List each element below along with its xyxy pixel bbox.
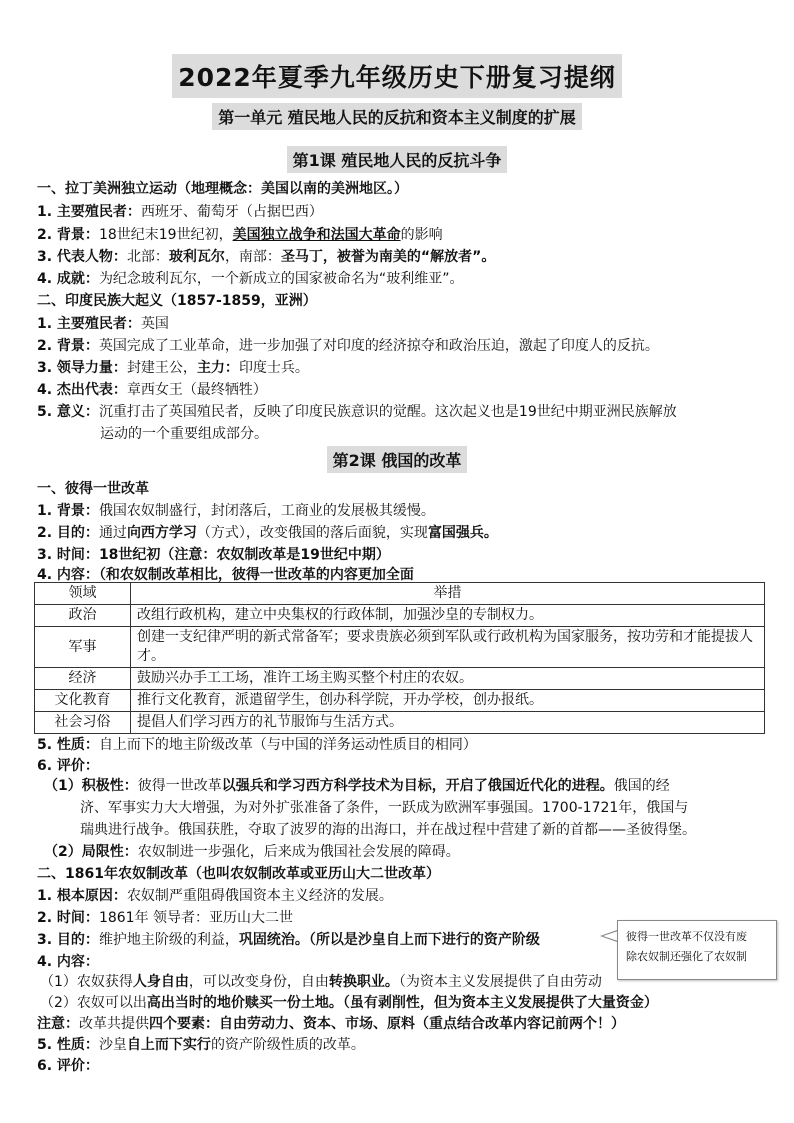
table-cell-measure: 鼓励兴办手工工场，准许工场主购买整个村庄的农奴。 (131, 668, 765, 690)
table-row (35, 627, 765, 668)
table-row (35, 712, 765, 734)
lesson2-item11: 5. 性质：沙皇自上而下实行的资产阶级性质的改革。 (37, 1037, 365, 1053)
comment-pointer-inner (603, 931, 618, 941)
content-point2: （2）农奴可以出高出当时的地价赎买一份土地。（虽有剥削性，但为资本主义发展提供了大量资金） (40, 995, 658, 1011)
lesson2-item10: 4. 内容： (37, 954, 99, 970)
lesson2-item12: 6. 评价： (37, 1058, 99, 1074)
unit-title: 第一单元 殖民地人民的反抗和资本主义制度的扩展 (0, 103, 794, 130)
lesson2-item3: 3. 时间：18世纪初（注意：农奴制改革是19世纪中期） (37, 547, 390, 563)
lesson1-item6: 2. 背景：英国完成了工业革命，进一步加强了对印度的经济掠夺和政治压迫，激起了印度人的反抗。 (37, 338, 659, 354)
lesson1-item3: 3. 代表人物：北部：玻利瓦尔，南部：圣马丁，被誉为南美的“解放者”。 (37, 249, 496, 265)
lesson2-section1-heading: 一、彼得一世改革 (37, 481, 149, 497)
lesson2-item6: 6. 评价： (37, 758, 99, 774)
note-line: 注意：改革共提供四个要素：自由劳动力、资本、市场、原料（重点结合改革内容记前两个！） (37, 1016, 625, 1032)
lesson2-section2-heading: 二、1861年农奴制改革（也叫农奴制改革或亚历山大二世改革） (37, 866, 440, 882)
lesson2-item2: 2. 目的：通过向西方学习（方式），改变俄国的落后面貌，实现富国强兵。 (37, 525, 498, 541)
lesson2-item9: 3. 目的：维护地主阶级的利益，巩固统治。（所以是沙皇自上而下进行的资产阶级 (37, 932, 540, 948)
comment-line2: 除农奴制还强化了农奴制 (626, 950, 747, 963)
lesson2-item7: 1. 根本原因：农奴制严重阻碍俄国资本主义经济的发展。 (37, 888, 393, 904)
lesson2-item4: 4. 内容：（和农奴制改革相比，彼得一世改革的内容更加全面 (37, 567, 414, 583)
lesson1-item9-cont: 运动的一个重要组成部分。 (100, 426, 268, 442)
lesson2-item1: 1. 背景：俄国农奴制盛行，封闭落后，工商业的发展极其缓慢。 (37, 503, 435, 519)
comment-bubble[interactable] (617, 920, 777, 980)
eval-positive-cont2: 瑞典进行战争。俄国获胜，夺取了波罗的海的出海口，并在战过程中营建了新的首都——圣彼得堡。 (80, 822, 696, 838)
comment-line1: 彼得一世改革不仅没有废 (626, 930, 747, 943)
lesson1-item2: 2. 背景：18世纪末19世纪初，美国独立战争和法国大革命的影响 (37, 227, 443, 243)
table-row (35, 605, 765, 627)
lesson1-item8: 4. 杰出代表：章西女王（最终牺牲） (37, 382, 267, 398)
lesson1-item1: 1. 主要殖民者：西班牙、葡萄牙（占据巴西） (37, 204, 323, 220)
table-cell-measure: 推行文化教育，派遣留学生，创办科学院，开办学校，创办报纸。 (131, 690, 765, 712)
table-cell-field: 政治 (35, 605, 131, 627)
reform-table (34, 582, 765, 734)
eval-positive-cont1: 济、军事实力大大增强，为对外扩张准备了条件，一跃成为欧洲军事强国。1700-1721年，俄国与 (80, 800, 689, 816)
table-cell-field: 文化教育 (35, 690, 131, 712)
table-cell-measure: 创建一支纪律严明的新式常备军；要求贵族必须到军队或行政机构为国家服务，按功劳和才能提拔人才。 (131, 627, 765, 668)
table-cell-field: 军事 (35, 627, 131, 668)
lesson2-item8: 2. 时间：1861年 领导者：亚历山大二世 (37, 910, 294, 926)
lesson1-title: 第1课 殖民地人民的反抗斗争 (0, 146, 794, 173)
table-row (35, 690, 765, 712)
table-cell-field: 社会习俗 (35, 712, 131, 734)
lesson2-title: 第2课 俄国的改革 (0, 446, 794, 473)
eval-limitation: （2）局限性：农奴制进一步强化，后来成为俄国社会发展的障碍。 (44, 844, 460, 860)
document-title: 2022年夏季九年级历史下册复习提纲 (0, 54, 794, 98)
table-header-field: 领域 (35, 583, 131, 605)
table-cell-field: 经济 (35, 668, 131, 690)
table-cell-measure: 改组行政机构，建立中央集权的行政体制，加强沙皇的专制权力。 (131, 605, 765, 627)
lesson1-item4: 4. 成就：为纪念玻利瓦尔，一个新成立的国家被命名为“玻利维亚”。 (37, 271, 464, 287)
table-cell-measure: 提倡人们学习西方的礼节服饰与生活方式。 (131, 712, 765, 734)
lesson1-item9: 5. 意义：沉重打击了英国殖民者，反映了印度民族意识的觉醒。这次起义也是19世纪中期亚洲民族解放 (37, 404, 677, 420)
content-point1: （1）农奴获得人身自由，可以改变身份，自由转换职业。（为资本主义发展提供了自由劳动 (40, 974, 602, 990)
lesson1-item5: 1. 主要殖民者：英国 (37, 316, 169, 332)
table-header-row (35, 583, 765, 605)
eval-positive: （1）积极性：彼得一世改革以强兵和学习西方科学技术为目标，开启了俄国近代化的进程。俄国的经 (44, 778, 670, 794)
table-row (35, 668, 765, 690)
lesson1-section1-heading: 一、拉丁美洲独立运动（地理概念：美国以南的美洲地区。） (37, 181, 408, 197)
table-header-measure: 举措 (131, 583, 765, 605)
lesson2-item5: 5. 性质：自上而下的地主阶级改革（与中国的洋务运动性质目的相同） (37, 737, 477, 753)
lesson1-section2-heading: 二、印度民族大起义（1857-1859，亚洲） (37, 293, 317, 309)
lesson1-item7: 3. 领导力量：封建王公，主力：印度士兵。 (37, 360, 309, 376)
